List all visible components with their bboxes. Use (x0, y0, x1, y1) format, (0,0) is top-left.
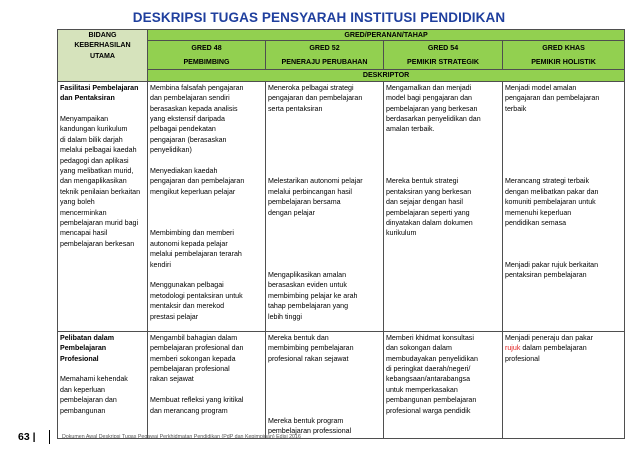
text-line: pembelajaran dan (60, 396, 117, 405)
paragraph-gap (150, 208, 263, 218)
text-line: memberi sokongan kepada (150, 354, 236, 363)
text-line: memenuhi keperluan (505, 208, 572, 217)
text-line: kendiri (150, 260, 171, 269)
text-line: di peringkat daerah/negeri/ (386, 365, 471, 374)
text-line: pengajaran dan pembelajaran (150, 177, 245, 186)
peranan-label: PEMBIMBING (183, 58, 230, 67)
text-line: dan sejajar dengan hasil (386, 198, 463, 207)
paragraph-gap (505, 114, 622, 124)
text-line: dinyatakan dalam dokumen (386, 219, 473, 228)
text-line: berdasarkan penyelidikan dan (386, 115, 481, 124)
paragraph-gap (268, 166, 381, 176)
text-line: mengikut keperluan pelajar (150, 187, 236, 196)
text-line: berasaskan kepada analisis (150, 104, 238, 113)
paragraph-gap (505, 145, 622, 155)
text-line: teknik penilaian berkaitan (60, 187, 141, 196)
paragraph-gap (268, 239, 381, 249)
peranan-label: PENERAJU PERUBAHAN (281, 58, 368, 67)
text-line: yang boleh (60, 198, 95, 207)
text-line: tahap pembelajaran yang (268, 302, 349, 311)
text-line: pembangunan (60, 406, 106, 415)
text-line: pelbagai pendekatan (150, 125, 216, 134)
paragraph-gap (268, 364, 381, 374)
text-line: mencerminkan (60, 208, 107, 217)
text-line: dan sokongan dalam (386, 344, 452, 353)
text-line: pedagogi dan aplikasi (60, 156, 129, 165)
text-line: dengan melibatkan pakar dan (505, 187, 599, 196)
descriptor-cell-g52 (266, 331, 384, 438)
text-line: pembangunan pembelajaran (386, 396, 477, 405)
text-line: terbaik (505, 104, 527, 113)
text-line: Membuat refleksi yang kritikal (150, 396, 244, 405)
text-line: Menggunakan pelbagai (150, 281, 224, 290)
descriptor-table (57, 29, 625, 439)
text-line: membudayakan penyelidikan (386, 354, 478, 363)
text-line: Mereka bentuk program (268, 416, 344, 425)
text-line: Menjadi model amalan (505, 83, 577, 92)
paragraph-gap (150, 385, 263, 395)
text-line: Memberi khidmat konsultasi (386, 333, 474, 342)
paragraph-gap (268, 374, 381, 384)
text-line: profesional warga pendidik (386, 406, 471, 415)
paragraph-gap (505, 249, 622, 259)
paragraph-gap (268, 135, 381, 145)
paragraph-gap (60, 364, 145, 374)
text-line: dengan pelajar (268, 208, 315, 217)
deskriptor-header: DESKRIPTOR (148, 70, 625, 81)
text-line: Meneroka pelbagai strategi (268, 83, 354, 92)
paragraph-gap (505, 156, 622, 166)
bidang-header (58, 30, 148, 82)
paragraph-gap (268, 124, 381, 134)
descriptor-cell-g54 (384, 81, 503, 331)
paragraph-gap (505, 124, 622, 134)
column-header-g54 (384, 41, 503, 70)
text-line: prestasi pelajar (150, 312, 199, 321)
paragraph-gap (505, 228, 622, 238)
text-line: pengajaran (berasaskan (150, 135, 227, 144)
gred-label: GRED 54 (427, 44, 459, 52)
text-line: melalui pembelajaran terarah (150, 250, 242, 259)
footer-divider (49, 430, 50, 444)
paragraph-gap (150, 197, 263, 207)
text-line: Mengaplikasikan amalan (268, 270, 347, 279)
bidang-header-line: KEBERHASILAN (74, 41, 131, 50)
text-line: pembelajaran profesional (150, 365, 230, 374)
bidang-header-line: UTAMA (89, 51, 116, 60)
text-line: dan mengaplikasikan (60, 177, 127, 186)
text-line: Menjadi pakar rujuk berkaitan (505, 260, 599, 269)
text-line: Profesional (60, 354, 99, 363)
paragraph-gap (505, 135, 622, 145)
paragraph-gap (268, 385, 381, 395)
descriptor-cell-gkhas (503, 81, 625, 331)
text-line: mentaksir dan merekod (150, 302, 225, 311)
bidang-cell (58, 81, 148, 331)
text-line: melalui pelbagai kaedah (60, 146, 137, 155)
text-line: pembelajaran yang berkesan (386, 104, 478, 113)
text-line: model bagi pengajaran dan (386, 94, 472, 103)
text-line: pentaksiran yang berkesan (386, 187, 472, 196)
text-line: Menjadi peneraju dan pakar (505, 333, 593, 342)
descriptor-cell-gkhas (503, 331, 625, 438)
text-line: komuniti pembelajaran untuk (505, 198, 596, 207)
text-line: Melestarikan autonomi pelajar (268, 177, 363, 186)
gred-label: GRED 48 (191, 44, 222, 52)
footer-text: Dokumen Awal Deskripsi Tugas Pegawai Perkhidmatan Pendidikan (PdP dan Kepimpinan) Edisi 2016 (62, 434, 301, 440)
paragraph-gap (386, 135, 500, 145)
text-line: serta pentaksiran (268, 104, 323, 113)
text-line: pembelajaran berkesan (60, 239, 135, 248)
bidang-cell (58, 331, 148, 438)
text-line: lebih tinggi (268, 312, 302, 321)
descriptor-cell-g48 (148, 81, 266, 331)
descriptor-cell-g52 (266, 81, 384, 331)
text-line: Pelibatan dalam (60, 333, 115, 342)
text-line: Membimbing dan memberi (150, 229, 234, 238)
paragraph-gap (268, 406, 381, 416)
text-line: penyelidikan) (150, 146, 192, 155)
page-number: 63 | (18, 431, 36, 443)
paragraph-gap (60, 104, 145, 114)
paragraph-gap (505, 239, 622, 249)
paragraph-gap (386, 166, 500, 176)
text-line: mencapai hasil (60, 229, 108, 238)
text-line: dan Pentaksiran (60, 94, 115, 103)
text-line: pembelajaran seperti yang (386, 208, 470, 217)
text-line: rakan sejawat (150, 375, 194, 384)
text-line: profesional (505, 354, 540, 363)
text-line: dan pembelajaran sendiri (150, 94, 230, 103)
text-line: pembelajaran murid bagi (60, 219, 139, 228)
paragraph-gap (386, 145, 500, 155)
paragraph-gap (150, 270, 263, 280)
text-line: Mereka bentuk strategi (386, 177, 459, 186)
paragraph-gap (150, 156, 263, 166)
bidang-header-line: BIDANG (88, 31, 117, 39)
paragraph-gap (268, 156, 381, 166)
text-line: pembelajaran professional (268, 427, 352, 436)
descriptor-cell-g48 (148, 331, 266, 438)
text-line: pengajaran dan pembelajaran (505, 94, 600, 103)
column-header-g48 (148, 41, 266, 70)
paragraph-gap (268, 260, 381, 270)
paragraph-gap (268, 114, 381, 124)
text-line: pentaksiran pembelajaran (505, 270, 587, 279)
text-line: yang melibatkan murid, (60, 167, 134, 176)
text-line: Fasilitasi Pembelajaran (60, 83, 139, 92)
text-line: profesional rakan sejawat (268, 354, 349, 363)
text-line: Menyampaikan (60, 115, 109, 124)
gred-label: GRED KHAS (542, 44, 585, 52)
text-line: pengajaran dan pembelajaran (268, 94, 363, 103)
text-line: autonomi kepada pelajar (150, 239, 228, 248)
text-line: Merancang strategi terbaik (505, 177, 589, 186)
text-line: dan merancang program (150, 406, 228, 415)
paragraph-gap (150, 218, 263, 228)
text-line: pendidikan semasa (505, 219, 567, 227)
paragraph-gap (268, 395, 381, 405)
text-line: metodologi pentaksiran untuk (150, 291, 243, 300)
gred-tahap-header: GRED/PERANAN/TAHAP (148, 30, 625, 41)
paragraph-gap (386, 156, 500, 166)
text-line: berasaskan eviden untuk (268, 281, 347, 290)
text-line: di dalam bilik darjah (60, 135, 123, 144)
text-line: rujuk dalam pembelajaran (505, 344, 587, 353)
text-line: untuk memperkasakan (386, 385, 458, 394)
text-line: dan keperluan (60, 385, 105, 394)
highlight-word: rujuk (505, 344, 521, 353)
text-line: Mereka bentuk dan (268, 333, 329, 342)
descriptor-cell-g54 (384, 331, 503, 438)
text-line: yang ekstensif daripada (150, 115, 225, 124)
text-line: melalui perbincangan hasil (268, 187, 352, 196)
paragraph-gap (268, 228, 381, 238)
text-line: Menyediakan kaedah (150, 167, 218, 176)
text-line: pembelajaran profesional dan (150, 344, 244, 353)
paragraph-gap (505, 166, 622, 176)
column-header-gkhas (503, 41, 625, 70)
text-line: Pembelajaran (60, 344, 107, 353)
paragraph-gap (268, 145, 381, 155)
text-line: Mengambil bahagian dalam (150, 333, 238, 342)
paragraph-gap (268, 218, 381, 228)
text-line: pembelajaran bersama (268, 198, 341, 207)
text-line: membimbing pelajar ke arah (268, 291, 358, 300)
text-line: kurikulum (386, 229, 417, 238)
text-line: Memahami kehendak (60, 375, 128, 384)
text-line: amalan terbaik. (386, 125, 435, 134)
text-line: Mengamalkan dan menjadi (386, 83, 472, 92)
text-line: membimbing pembelajaran (268, 344, 354, 353)
page-title: DESKRIPSI TUGAS PENSYARAH INSTITUSI PENDIDIKAN (132, 10, 506, 25)
text-line: kebangsaan/antarabangsa (386, 375, 471, 384)
gred-label: GRED 52 (309, 44, 340, 52)
column-header-g52 (266, 41, 384, 70)
peranan-label: PEMIKIR HOLISTIK (531, 58, 596, 67)
paragraph-gap (268, 249, 381, 259)
peranan-label: PEMIKIR STRATEGIK (407, 58, 479, 67)
text-line: kandungan kurikulum (60, 125, 128, 134)
text-line: Membina falsafah pengajaran (150, 83, 244, 92)
